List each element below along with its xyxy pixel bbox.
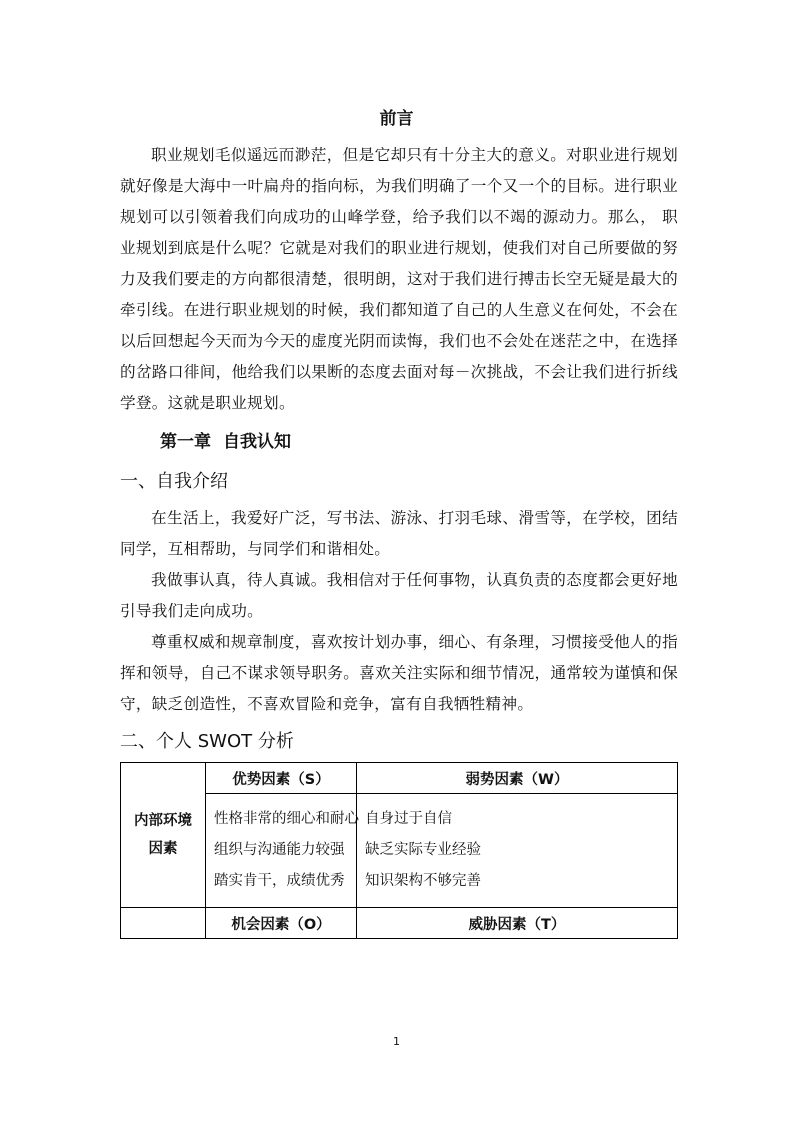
page-number: 1 (393, 1035, 400, 1048)
table-row (121, 908, 678, 939)
section-heading-swot: 二、个人 SWOT 分析 (120, 731, 294, 752)
opportunities-header: 机会因素（O） (206, 908, 357, 939)
chapter-number: 第一章 (160, 432, 211, 452)
list-item: 自身过于自信 (365, 811, 452, 827)
threats-header: 威胁因素（T） (357, 908, 678, 939)
chapter-title: 自我认知 (223, 432, 291, 452)
internal-label-line: 内部环境 (134, 813, 192, 829)
empty-cell (121, 908, 206, 939)
list-item: 组织与沟通能力较强 (214, 842, 345, 858)
chapter-heading (160, 427, 291, 452)
self-intro-paragraph: 在生活上，我爱好广泛，写书法、游泳、打羽毛球、滑雪等，在学校，团结同学，互相帮助，与同学们和谐相处。 (120, 509, 678, 558)
weaknesses-cell (357, 794, 678, 908)
swot-table (120, 762, 678, 939)
internal-label-line: 因素 (148, 841, 178, 857)
preface-title: 前言 (379, 109, 414, 129)
list-item: 缺乏实际专业经验 (365, 842, 481, 858)
strengths-header: 优势因素（S） (206, 763, 357, 794)
weaknesses-header: 弱势因素（W） (357, 763, 678, 794)
table-row (121, 763, 678, 794)
list-item: 性格非常的细心和耐心 (214, 811, 359, 827)
self-intro-paragraph: 尊重权威和规章制度，喜欢按计划办事，细心、有条理，习惯接受他人的指挥和领导，自己不谋求领导职务。喜欢关注实际和细节情况，通常较为谨慎和保守，缺乏创造性，不喜欢冒险和竞争，富有自我牺牲精神。 (120, 633, 678, 713)
list-item: 知识架构不够完善 (365, 873, 481, 889)
self-intro-paragraph: 我做事认真，待人真诚。我相信对于任何事物，认真负责的态度都会更好地引导我们走向成功。 (120, 571, 678, 620)
strengths-cell (206, 794, 357, 908)
section-heading-self-intro: 一、自我介绍 (120, 471, 228, 492)
list-item: 踏实肯干，成绩优秀 (214, 873, 345, 889)
internal-factors-cell (121, 763, 206, 908)
preface-body: 职业规划毛似遥远而渺茫，但是它却只有十分主大的意义。对职业进行规划就好像是大海中一叶扁舟的指向标，为我们明确了一个又一个的目标。进行职业规划可以引领着我们向成功的山峰学登，给予我们以不竭的源动力。那么， 职业规划到底是什么呢？它就是对我们的职业进行规划，使我们对自己所要做的努力及我们要走的方向都很清楚，很明朗，这对于我们进行搏击长空无疑是最大的牵引线。在进行职业规划的时候，我们都知道了自己的人生意义在何处，不会在以后回想起今天而为今天的虚度光阴而读悔，我们也不会处在迷茫之中，在选择的岔路口徘间，他给我们以果断的态度去面对每－次挑战，不会让我们进行折线学登。这就是职业规划。 (120, 146, 678, 412)
